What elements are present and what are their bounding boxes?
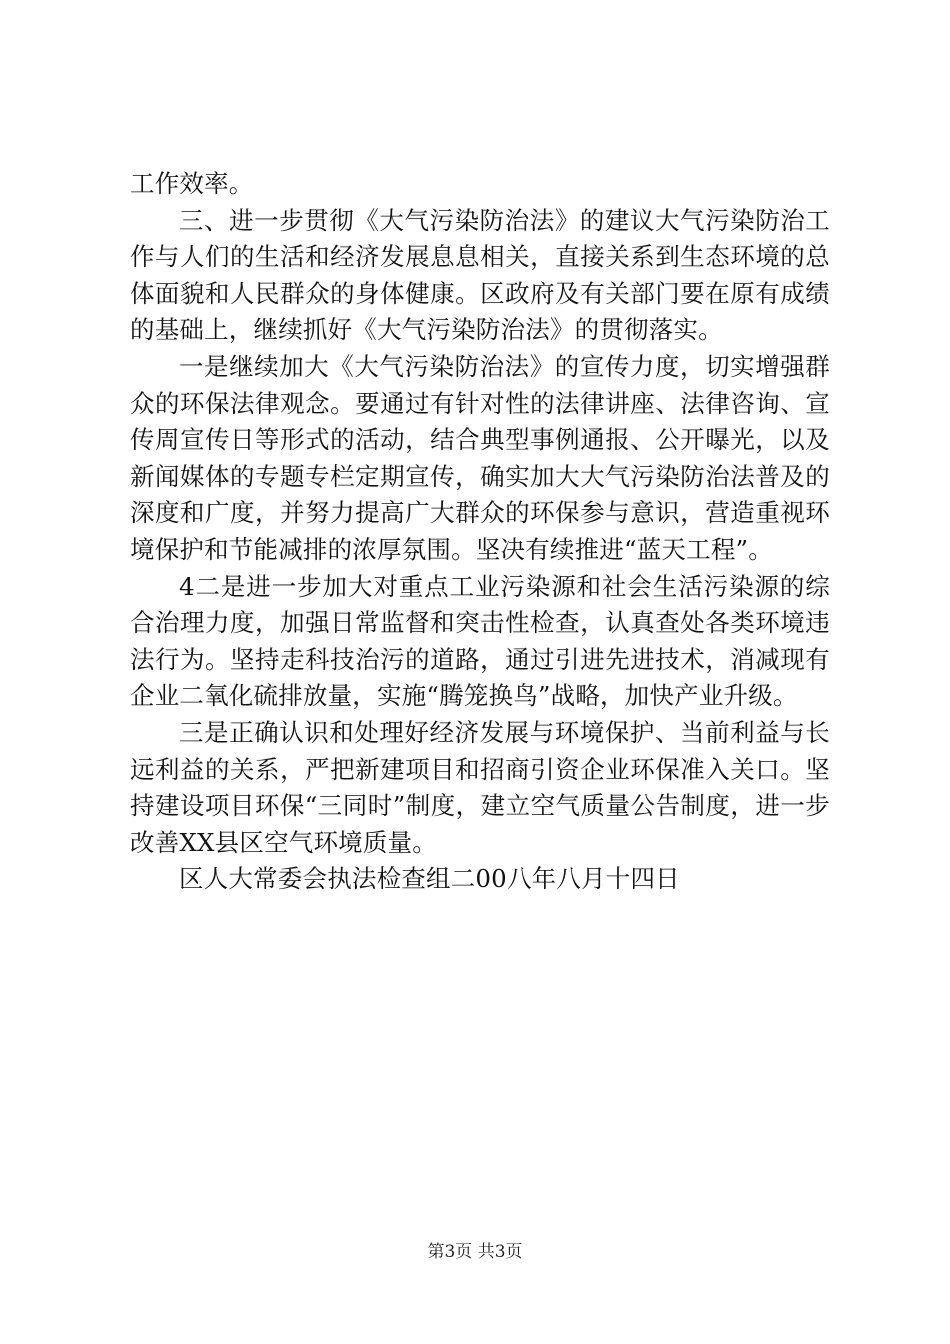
paragraph-continuation: 工作效率。 <box>130 169 254 198</box>
document-body <box>130 166 830 898</box>
page-number-footer: 第3页 共3页 <box>427 1242 523 1262</box>
paragraph-point-three: 三是正确认识和处理好经济发展与环境保护、当前利益与长远利益的关系，严把新建项目和招商引资企业环保准入关口。坚持建设项目环保“三同时”制度，建立空气质量公告制度，进一步改善XX县区空气环境质量。 <box>130 717 830 857</box>
paragraph-point-one: 一是继续加大《大气污染防治法》的宣传力度，切实增强群众的环保法律观念。要通过有针对性的法律讲座、法律咨询、宣传周宣传日等形式的活动，结合典型事例通报、公开曝光，以及新闻媒体的专题专栏定期宣传，确实加大大气污染防治法普及的深度和广度，并努力提高广大群众的环保参与意识，营造重视环境保护和节能减排的浓厚氛围。坚决有续推进“蓝天工程”。 <box>130 351 830 564</box>
paragraph-point-two: 4二是进一步加大对重点工业污染源和社会生活污染源的综合治理力度，加强日常监督和突击性检查，认真查处各类环境违法行为。坚持走科技治污的道路，通过引进先进技术，消减现有企业二氧化硫排放量，实施“腾笼换鸟”战略，加快产业升级。 <box>130 571 830 711</box>
signature-line: 区人大常委会执法检查组二00八年八月十四日 <box>179 864 680 894</box>
paragraph-section-three: 三、进一步贯彻《大气污染防治法》的建议大气污染防治工作与人们的生活和经济发展息息相关，直接关系到生态环境的总体面貌和人民群众的身体健康。区政府及有关部门要在原有成绩的基础上，继续抓好《大气污染防治法》的贯彻落实。 <box>130 205 830 345</box>
